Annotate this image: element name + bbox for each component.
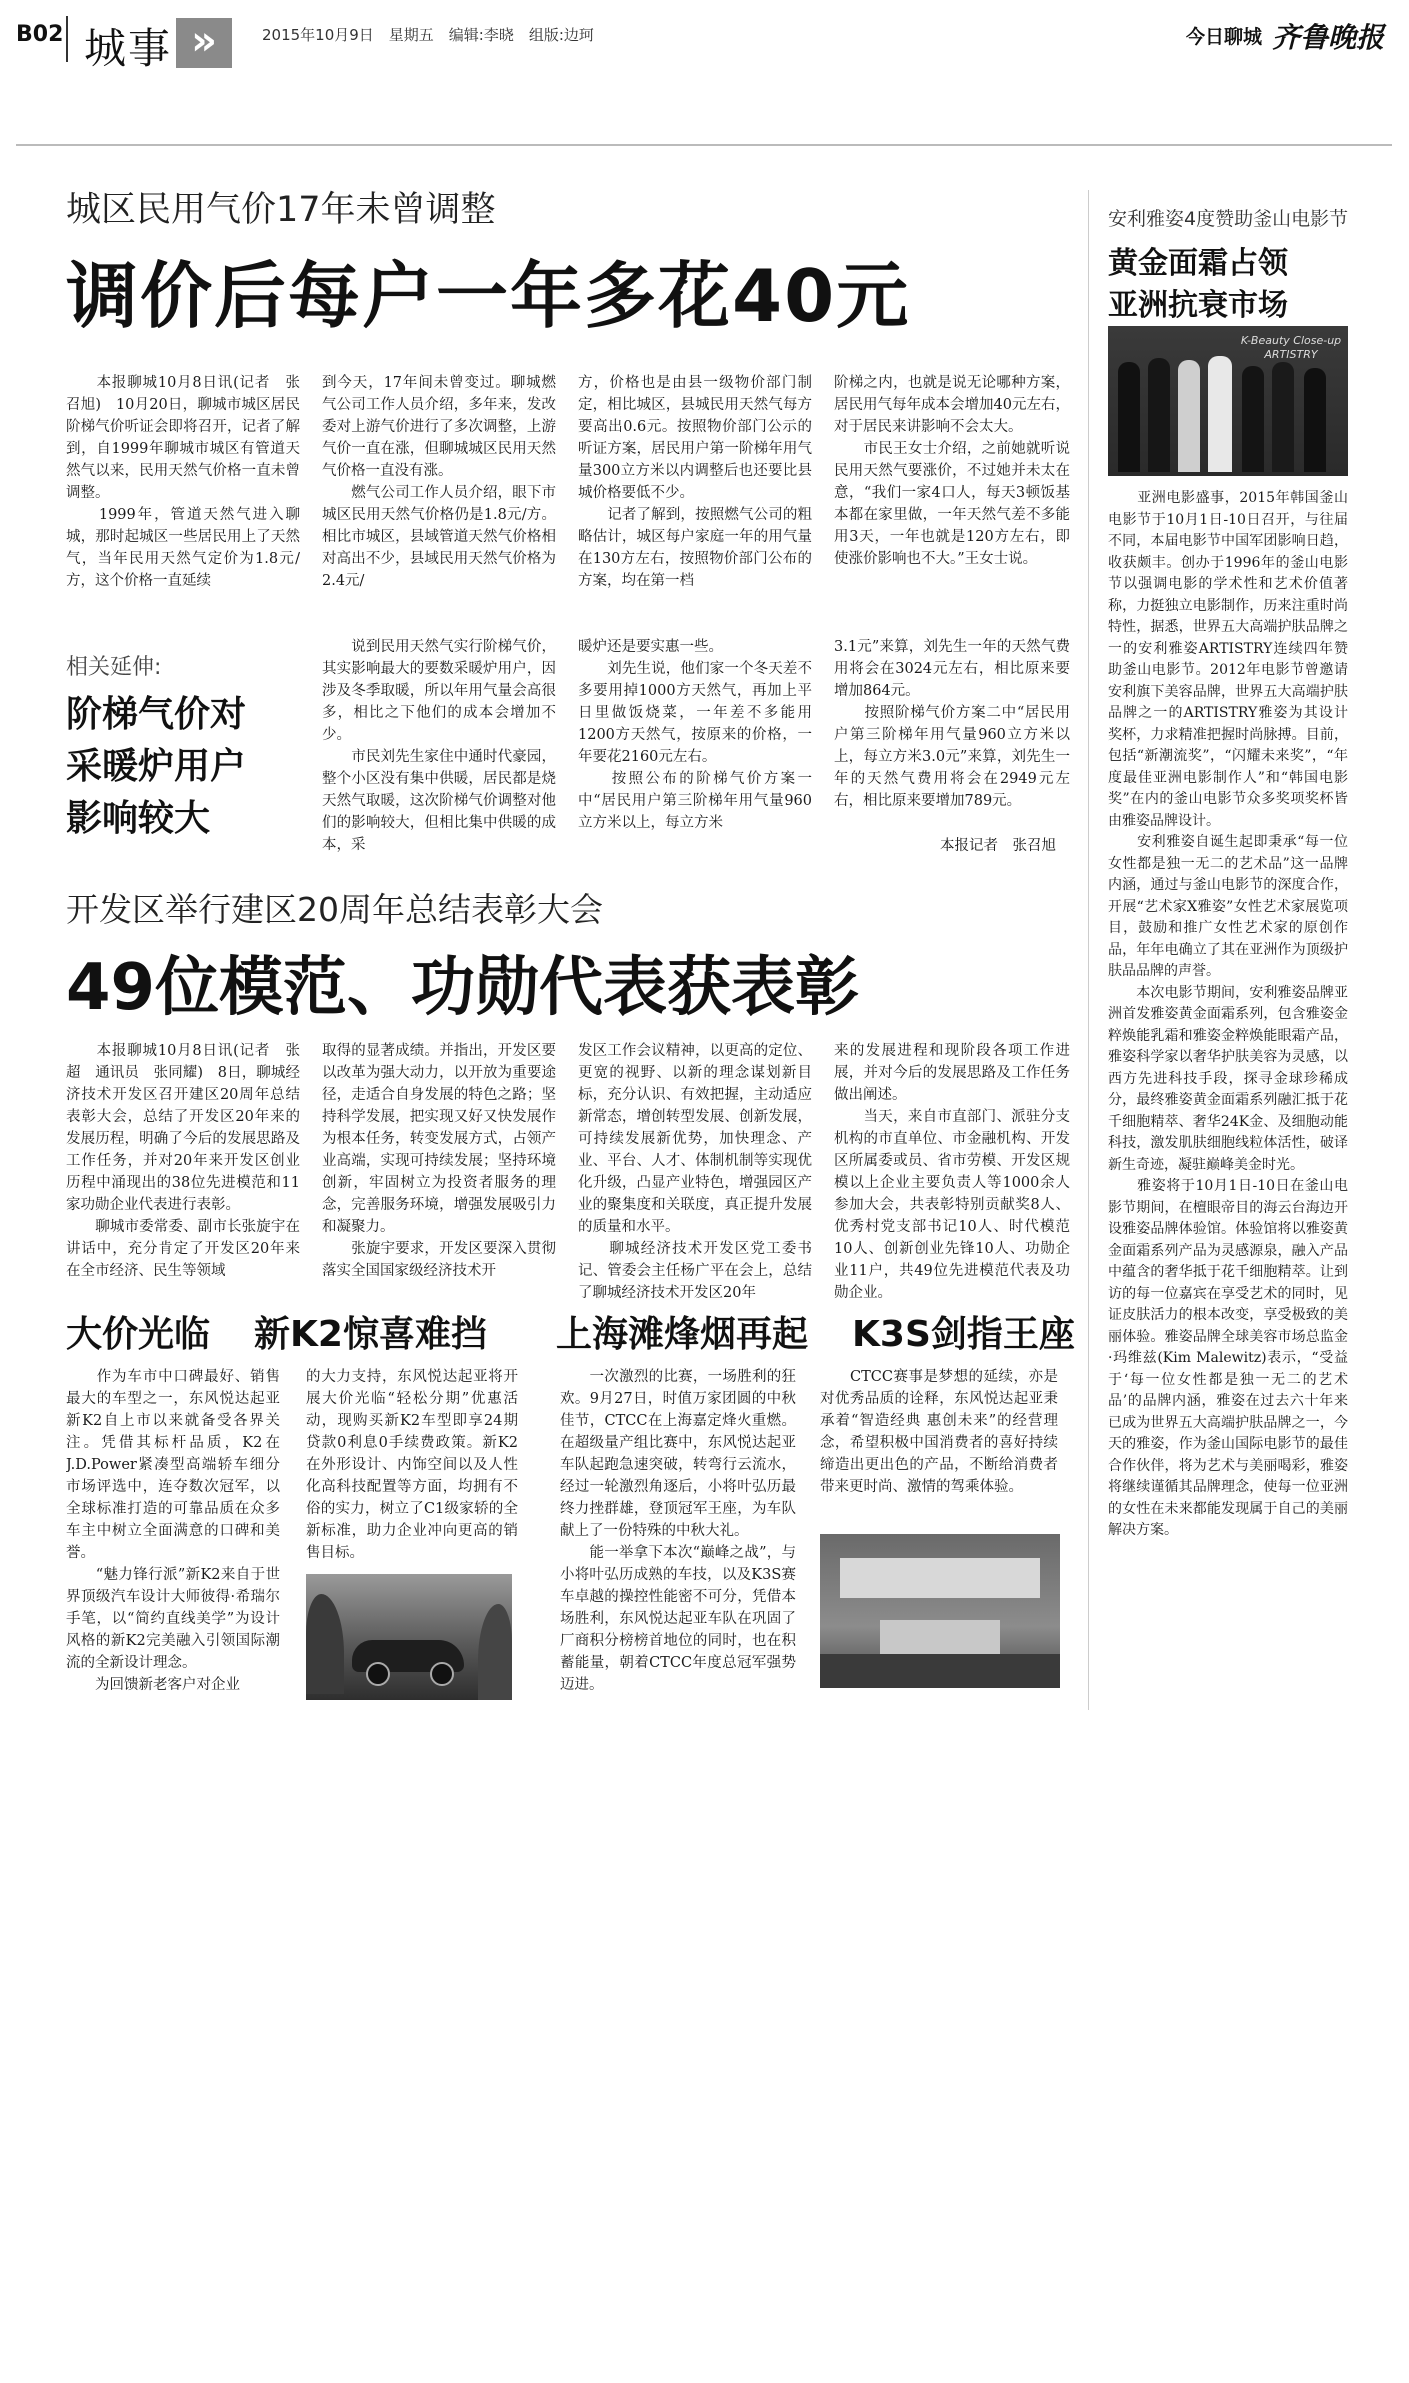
person-1 — [1118, 362, 1140, 472]
story4-col2: CTCC赛事是梦想的延续，亦是对优秀品质的诠释，东风悦达起亚秉承着“智造经典 惠创未来”的经营理念，希望积极中国消费者的喜好持续缔造出更出色的产品，不断给消费者带来更时尚、激情的驾乘体验。 — [820, 1369, 1058, 1495]
related-label: 相关延伸: — [66, 655, 162, 680]
story2-col2: 取得的显著成绩。并指出，开发区要以改革为强大动力，以开放为重要途径，走适合自身发展的特色之路；坚持科学发展，把实现又好又快发展作为根本任务，转变发展方式，占领产业高端，实现可持续发展；坚持环境创新，牢固树立为投资者服务的理念，完善服务环境，增强发展吸引力和凝聚力。 张旋宇要求，开发区要深入贯彻落实全国国家级经济技术开 — [322, 1043, 556, 1279]
story3-col2: 的大力支持，东风悦达起亚将开展大价光临“轻松分期”优惠活动，现购买新K2车型即享24期贷款0利息0手续费政策。新K2在外形设计、内饰空间以及人性化高科技配置等方面，均拥有不俗的实力，树立了C1级家轿的全新标准，助力企业冲向更高的销售目标。 — [306, 1369, 518, 1561]
column-name: 今日聊城 — [1186, 26, 1263, 48]
related-col1: 说到民用天然气实行阶梯气价，其实影响最大的要数采暖炉用户，因涉及冬季取暖，所以年用气量会高很多，相比之下他们的成本会增加不少。 市民刘先生家住中通时代豪园，整个小区没有集中供暖，居民都是烧天然气取暖，这次阶梯气价调整对他们的影响较大，但相比集中供暖的成本，采 — [322, 639, 556, 853]
chevron-right-icon: » — [176, 18, 232, 68]
story2-col3: 发区工作会议精神，以更高的定位、更宽的视野、以新的理念谋划新目标，充分认识、有效把握，主动适应新常态，增创转型发展、创新发展，可持续发展新优势，加快理念、产业、平台、人才、体制机制等实现优化升级，凸显产业特色，增强园区产业的聚集度和关联度，真正提升发展的质量和水平。 聊城经济技术开发区党工委书记、管委会主任杨广平在会上，总结了聊城经济技术开发区20年 — [578, 1043, 812, 1301]
event-banner: K-Beauty Close-up ARTISTRY — [1240, 334, 1342, 361]
event-photo — [1108, 326, 1348, 476]
person-5 — [1242, 366, 1264, 472]
story1-col3: 方，价格也是由县一级物价部门制定，相比城区，县城民用天然气每方要高出0.6元。按照物价部门公示的听证方案，居民用户第一阶梯年用气量300立方米以内调整后也还要比县城价格要低不少。 记者了解到，按照燃气公司的粗略估计，城区每户家庭一年的用气量在130方左右，按照物价部门公布的方案，均在第一档 — [578, 375, 812, 589]
car-wheel-rear — [430, 1662, 454, 1686]
story1-headline: 调价后每户一年多花40元 — [66, 254, 911, 338]
right-column-divider — [1088, 190, 1089, 1710]
podium-banner — [840, 1558, 1040, 1598]
header-rule — [16, 144, 1392, 146]
story2-kicker: 开发区举行建区20周年总结表彰大会 — [66, 890, 603, 929]
story2-col4: 来的发展进程和现阶段各项工作进展，并对今后的发展思路及工作任务做出阐述。 当天，来自市直部门、派驻分支机构的市直单位、市金融机构、开发区所属委或员、省市劳模、开发区规模以上企业主要负责人等1000余人参加大会，共表彰特别贡献奖8人、优秀村党支部书记10人、时代模范10人、创新创业先锋10人、功勋企业11户，共49位先进模范代表及功勋企业。 — [834, 1043, 1070, 1301]
related-col3: 3.1元”来算，刘先生一年的天然气费用将会在3024元左右，相比原来要增加864元。 按照阶梯气价方案二中“居民用户第三阶梯年用气量960立方米以上，每立方米3.0元”来算，刘先生一年的天然气费用将会在2949元左右，相比原来要增加789元。 — [834, 639, 1070, 809]
related-title-line2: 采暖炉用户 — [66, 746, 247, 787]
section-title: 城事 — [84, 24, 173, 73]
story1-kicker: 城区民用气价17年未曾调整 — [66, 190, 496, 230]
story3-headline-left: 大价光临 — [66, 1314, 211, 1355]
car-photo — [306, 1574, 512, 1700]
header-divider — [66, 16, 68, 62]
related-signature: 本报记者 张召旭 — [940, 838, 1056, 854]
page-code: B02 — [16, 22, 64, 47]
story3-col1: 作为车市中口碑最好、销售最大的车型之一，东风悦达起亚新K2自上市以来就备受各界关注。凭借其标杆品质，K2在J.D.Power紧凑型高端轿车细分市场评选中，连夺数次冠军，以全球标准打造的可靠品质在众多车主中树立全面满意的口碑和美誉。 “魅力锋行派”新K2来自于世界顶级汽车设计大师彼得·希瑞尔手笔，以“简约直线美学”为设计风格的新K2完美融入引领国际潮流的全新设计理念。 为回馈新老客户对企业 — [66, 1369, 280, 1693]
person-7 — [1304, 368, 1326, 472]
right-headline-line1: 黄金面霜占领 — [1108, 246, 1288, 281]
paper-name: 齐鲁晚报 — [1272, 21, 1385, 54]
foliage — [306, 1594, 344, 1694]
story1-col2: 到今天，17年间未曾变过。聊城燃气公司工作人员介绍，多年来，发改委对上游气价进行了多次调整，上游气价一直在涨，但聊城城区民用天然气价格一直没有涨。 燃气公司工作人员介绍，眼下市城区民用天然气价格仍是1.8元/方。相比市城区，县域管道天然气价格相对高出不少，县域民用天然气价格为2.4元/ — [322, 375, 556, 589]
story4-headline-right: K3S剑指王座 — [852, 1314, 1075, 1355]
person-3 — [1178, 360, 1200, 472]
right-body: 亚洲电影盛事，2015年韩国釜山电影节于10月1日-10日召开，与往届不同，本届电影节中国军团影响日趋，收获颇丰。创办于1996年的釜山电影节以强调电影的学术性和艺术价值著称，力挺独立电影制作，历来注重时尚特性，据悉，世界五大高端护肤品牌之一的安利雅姿ARTISTRY连续四年赞助釜山电影节。2012年电影节曾邀请安利旗下美容品牌，世界五大高端护肤品牌之一的ARTISTRY雅姿为其设计奖杯，力求精准把握时尚脉搏。目前，包括“新潮流奖”，“闪耀未来奖”，“年度最佳亚洲电影制作人”和“韩国电影奖”在内的釜山电影节众多奖项奖杯皆由雅姿品牌设计。 安利雅姿自诞生起即秉承“每一位女性都是独一无二的艺术品”这一品牌内涵，通过与釜山电影节的深度合作，开展“艺术家X雅姿”女性艺术家展览项目，鼓励和推广女性艺术家的原创作品，年年电确立了其在亚洲作为顶级护肤品品牌的声誉。 本次电影节期间，安利雅姿品牌亚洲首发雅姿黄金面霜系列，包含雅姿金粹焕能乳霜和雅姿金粹焕能眼霜产品，雅姿科学家以奢华护肤美容为灵感，以西方先进科技手段，探寻金球珍稀成分，最终雅姿黄金面霜系列融汇抵于花千细胞精萃、奢华24K金、及细胞动能科技，激发肌肤细胞线粒体活性，破译新生奇迹，凝驻巅峰美金时光。 雅姿将于10月1日-10日在釜山电影节期间，在檀眼帝目的海云台海边开设雅姿品牌体验馆。体验馆将以雅姿黄金面霜系列产品为灵感源泉，融入产品中蕴含的奢华抵于花千细胞精萃。让到访的每一位嘉宾在享受艺术的同时，见证皮肤活力的根本改变，享受极致的美丽体验。雅姿品牌全球美容市场总监金·玛维兹(Kim Malewitz)表示，“受益于‘每一位女性都是独一无二的艺术品’的品牌内涵，雅姿在过去六十年来已成为世界五大高端护肤品牌之一，今天的雅姿，作为釜山国际电影节的最佳合作伙伴，将为艺术与美丽喝彩，雅姿将继续谨循其品牌理念，使每一位亚洲的女性在未来都能发现属于自己的美丽解决方案。 — [1108, 490, 1348, 1538]
right-kicker: 安利雅姿4度赞助釜山电影节 — [1108, 208, 1349, 230]
story4-headline-left: 上海滩烽烟再起 — [556, 1314, 809, 1355]
foliage-right — [478, 1604, 512, 1700]
person-4 — [1208, 356, 1232, 472]
related-title-line3: 影响较大 — [66, 798, 211, 839]
page-header — [0, 0, 1409, 80]
person-2 — [1148, 358, 1170, 472]
date-line: 2015年10月9日 星期五 编辑:李晓 组版:边珂 — [262, 26, 594, 44]
related-title-line1: 阶梯气价对 — [66, 694, 247, 735]
crowd — [820, 1654, 1060, 1688]
right-headline-line2: 亚洲抗衰市场 — [1108, 288, 1288, 323]
story3-headline-right: 新K2惊喜难挡 — [254, 1314, 487, 1355]
racing-photo — [820, 1534, 1060, 1688]
story1-col1: 本报聊城10月8日讯(记者 张召旭) 10月20日，聊城市城区居民阶梯气价听证会即将召开，记者了解到，自1999年聊城市城区有管道天然气以来，民用天然气价格一直未曾调整。 1999年，管道天然气进入聊城，那时起城区一些居民用上了天然气，当年民用天然气定价为1.8元/方，这个价格一直延续 — [66, 375, 300, 589]
story2-headline: 49位模范、功勋代表获表彰 — [66, 951, 860, 1025]
person-6 — [1272, 362, 1294, 472]
story4-col1: 一次激烈的比赛，一场胜利的狂欢。9月27日，时值万家团圆的中秋佳节，CTCC在上海嘉定烽火重燃。在超级量产组比赛中，东风悦达起亚车队起跑急速突破，转弯行云流水，经过一轮激烈角逐后，小将叶弘历最终力挫群雄，登顶冠军王座，为车队献上了一份特殊的中秋大礼。 能一举拿下本次“巅峰之战”，与小将叶弘历成熟的车技，以及K3S赛车卓越的操控性能密不可分，凭借本场胜利，东风悦达起亚车队在巩固了厂商积分榜榜首地位的同时，也在积蓄能量，朝着CTCC年度总冠军强势迈进。 — [560, 1369, 796, 1693]
story2-col1: 本报聊城10月8日讯(记者 张超 通讯员 张同耀) 8日，聊城经济技术开发区召开建区20周年总结表彰大会，总结了开发区20年来的发展历程，明确了今后的发展思路及工作任务，并对20年来开发区创业历程中涌现出的38位先进模范和11家功勋企业代表进行表彰。 聊城市委常委、副市长张旋宇在讲话中，充分肯定了开发区20年来在全市经济、民生等领域 — [66, 1043, 300, 1279]
car-wheel-front — [366, 1662, 390, 1686]
story1-col4: 阶梯之内，也就是说无论哪种方案，居民用气每年成本会增加40元左右，对于居民来讲影响不会太大。 市民王女士介绍，之前她就听说民用天然气要涨价，不过她并未太在意，“我们一家4口人，每天3顿饭基本都在家里做，一年天然气差不多能用3天，一年也就是120方左右，即使涨价影响也不大。”王女士说。 — [834, 375, 1070, 567]
related-col2: 暖炉还是要实惠一些。 刘先生说，他们家一个冬天差不多要用掉1000方天然气，再加上平日里做饭烧菜，一年差不多能用1200方天然气，按原来的价格，一年要花2160元左右。 按照公布的阶梯气价方案一中“居民用户第三阶梯年用气量960立方米以上，每立方米 — [578, 639, 812, 831]
